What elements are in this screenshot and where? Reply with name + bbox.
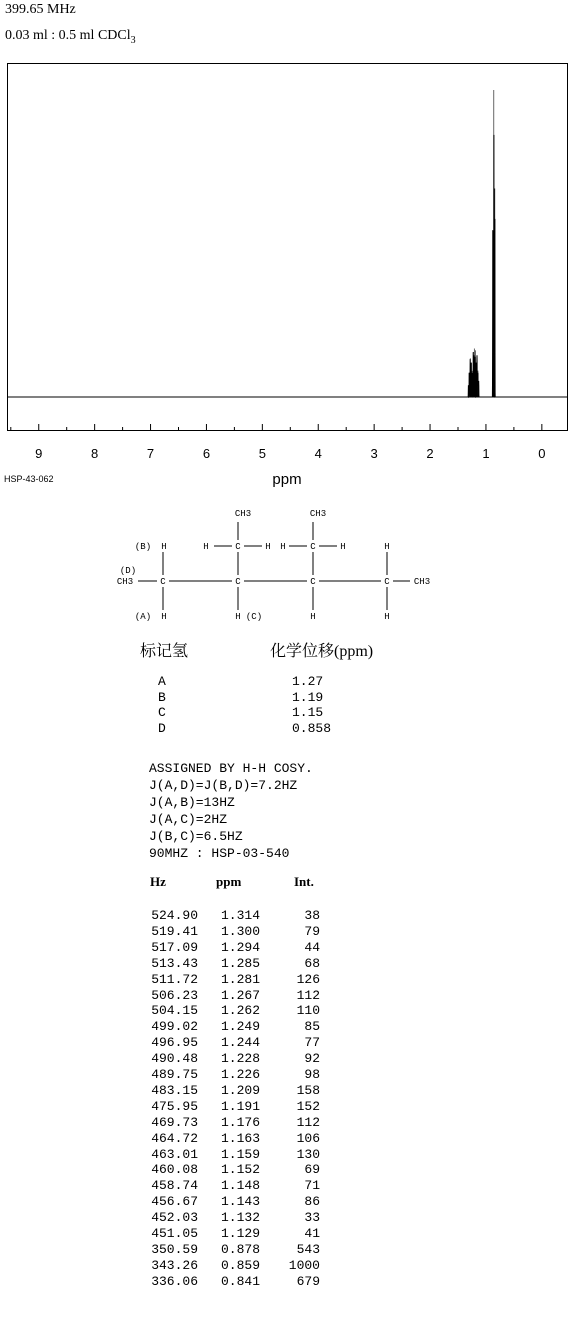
peak-ppm: 1.152	[220, 1162, 260, 1178]
peak-col-hz: Hz	[150, 874, 166, 889]
structure-atom-label: H	[280, 542, 286, 552]
coupling-note: J(A,B)=13HZ	[149, 795, 235, 810]
peak-row	[136, 956, 320, 971]
peak-row	[136, 1178, 320, 1193]
peak-hz: 343.26	[151, 1257, 198, 1273]
peak-ppm: 1.228	[220, 1051, 260, 1067]
assignment-shift: 0.858	[292, 720, 332, 736]
peak-ppm: 1.159	[220, 1146, 260, 1162]
peak-ppm: 1.191	[220, 1098, 260, 1114]
peak-hz: 483.15	[151, 1082, 198, 1098]
peak-ppm: 0.878	[220, 1241, 260, 1257]
peak-row	[136, 1051, 320, 1066]
peak-row	[136, 1194, 320, 1209]
peak-row	[136, 908, 320, 923]
peak-hz: 504.15	[151, 1003, 198, 1019]
peak-row	[136, 1210, 320, 1225]
structure-atom-label: CH3	[234, 509, 252, 519]
structure-atom-label: CH3	[413, 577, 431, 587]
peak-ppm: 1.176	[220, 1114, 260, 1130]
peak-int: 68	[304, 955, 320, 971]
peak-int: 92	[304, 1051, 320, 1067]
sample-subscript: 3	[130, 34, 136, 46]
peak-hz: 463.01	[151, 1146, 198, 1162]
peak-int: 152	[296, 1098, 320, 1114]
peak-ppm: 1.244	[220, 1035, 260, 1051]
structure-atom-label: H	[340, 542, 346, 552]
peak-row	[136, 988, 320, 1003]
structure-atom-label: CH3	[116, 577, 134, 587]
peak-hz: 490.48	[151, 1051, 198, 1067]
structure-atom-label: H	[203, 542, 209, 552]
peak-row	[136, 1226, 320, 1241]
peak-ppm: 1.267	[220, 987, 260, 1003]
peak-ppm: 1.148	[220, 1178, 260, 1194]
structure-atom-label: C	[235, 542, 241, 552]
structure-atom-label: C	[384, 577, 390, 587]
peak-int: 38	[304, 908, 320, 923]
peak-int: 41	[304, 1226, 320, 1241]
x-tick-label: 3	[370, 446, 378, 461]
peak-ppm: 1.143	[220, 1194, 260, 1210]
structure-atom-label: C	[310, 542, 316, 552]
structure-atom-label: (B)	[134, 542, 152, 552]
structure-atom-label: H	[161, 542, 167, 552]
peak-row	[136, 1115, 320, 1130]
sample-text: 0.03 ml : 0.5 ml CDCl	[5, 28, 131, 43]
x-tick-label: 6	[202, 446, 211, 461]
coupling-note: ASSIGNED BY H-H COSY.	[149, 761, 313, 776]
spectrum-code: HSP-43-062	[4, 474, 54, 484]
peak-row	[136, 1147, 320, 1162]
assignment-label: A	[158, 674, 166, 689]
x-tick-label: 2	[426, 446, 434, 461]
assignment-col-shift: 化学位移(ppm)	[270, 643, 374, 660]
peak-hz: 469.73	[151, 1114, 198, 1130]
coupling-note: J(A,C)=2HZ	[149, 812, 228, 827]
peak-int: 79	[304, 923, 320, 939]
peak-int: 158	[296, 1082, 320, 1098]
peak-hz: 464.72	[151, 1130, 198, 1146]
peak-row	[136, 1083, 320, 1098]
assignment-label: D	[158, 720, 166, 736]
structure-atom-label: H	[384, 612, 390, 622]
peak-row	[136, 972, 320, 987]
assignment-shift: 1.19	[292, 689, 324, 705]
peak-int: 112	[296, 987, 320, 1003]
peak-row	[136, 1274, 320, 1289]
peak-ppm: 0.859	[220, 1257, 260, 1273]
peak-ppm: 1.281	[220, 971, 260, 987]
peak-row	[136, 1131, 320, 1146]
structure-atom-label: H	[310, 612, 316, 622]
assignment-shift: 1.15	[292, 705, 324, 720]
structure-atom-label: H	[161, 612, 167, 622]
x-axis-label: ppm	[272, 471, 302, 488]
peak-hz: 524.90	[151, 908, 198, 923]
peak-hz: 489.75	[151, 1067, 198, 1082]
peak-hz: 350.59	[151, 1241, 198, 1257]
structure-atom-label: H	[235, 612, 241, 622]
spectrum-trace	[8, 135, 567, 397]
x-tick-label: 1	[482, 446, 490, 461]
peak-int: 33	[304, 1210, 320, 1226]
structure-atom-label: H	[265, 542, 271, 552]
peak-row	[136, 1242, 320, 1257]
peak-int: 69	[304, 1162, 320, 1178]
peak-ppm: 1.163	[220, 1130, 260, 1146]
structure-atom-label: C	[310, 577, 316, 587]
peak-hz: 511.72	[151, 971, 198, 987]
plot-frame	[8, 64, 568, 431]
peak-row	[136, 940, 320, 955]
coupling-note: J(A,D)=J(B,D)=7.2HZ	[149, 778, 298, 793]
peak-int: 126	[296, 971, 320, 987]
assignment-shift: 1.27	[292, 674, 324, 689]
peak-hz: 460.08	[151, 1162, 198, 1178]
structure-atom-label: (C)	[245, 612, 263, 622]
peak-int: 543	[296, 1241, 320, 1257]
assignment-col-hydrogen: 标记氢	[140, 643, 189, 660]
peak-col-ppm: ppm	[216, 874, 242, 889]
peak-int: 86	[304, 1194, 320, 1210]
peak-row	[136, 1003, 320, 1018]
peak-hz: 517.09	[151, 939, 198, 955]
peak-ppm: 1.132	[220, 1210, 260, 1226]
peak-row	[136, 1035, 320, 1050]
peak-ppm: 1.285	[220, 955, 260, 971]
peak-hz: 475.95	[151, 1098, 198, 1114]
peak-col-int: Int.	[294, 874, 314, 889]
x-tick-label: 9	[35, 446, 43, 461]
structure-atom-label: CH3	[309, 509, 327, 519]
structure-atom-label: C	[235, 577, 241, 587]
peak-int: 98	[304, 1067, 320, 1082]
peak-int: 44	[304, 939, 320, 955]
peak-hz: 458.74	[151, 1178, 198, 1194]
peak-ppm: 1.129	[220, 1226, 260, 1241]
peak-ppm: 1.314	[220, 908, 260, 923]
peak-row	[136, 1099, 320, 1114]
peak-hz: 451.05	[151, 1226, 198, 1241]
peak-hz: 499.02	[151, 1019, 198, 1035]
peak-int: 85	[304, 1019, 320, 1035]
peak-hz: 336.06	[151, 1273, 198, 1289]
peak-hz: 456.67	[151, 1194, 198, 1210]
peak-ppm: 0.841	[220, 1273, 260, 1289]
assignment-label: C	[158, 705, 166, 720]
coupling-note: 90MHZ : HSP-03-540	[149, 846, 290, 861]
peak-int: 679	[296, 1273, 320, 1289]
x-tick-label: 0	[538, 446, 546, 461]
peak-int: 110	[296, 1003, 320, 1019]
peak-int: 77	[304, 1035, 320, 1051]
peak-row	[136, 1019, 320, 1034]
peak-int: 1000	[288, 1257, 320, 1273]
peak-int: 130	[296, 1146, 320, 1162]
peak-hz: 519.41	[151, 923, 198, 939]
peak-hz: 506.23	[151, 987, 198, 1003]
peak-row	[136, 1067, 320, 1082]
peak-int: 71	[304, 1178, 320, 1194]
structure-atom-label: H	[384, 542, 390, 552]
x-tick-label: 5	[258, 446, 266, 461]
peak-hz: 452.03	[151, 1210, 198, 1226]
spectrometer-frequency: 399.65 MHz	[5, 2, 76, 17]
structure-atom-label: (A)	[134, 612, 152, 622]
peak-row	[136, 1162, 320, 1177]
x-tick-label: 7	[146, 446, 155, 461]
peak-int: 112	[296, 1114, 320, 1130]
peak-int: 106	[296, 1130, 320, 1146]
peak-ppm: 1.209	[220, 1082, 260, 1098]
assignment-label: B	[158, 689, 166, 705]
peak-ppm: 1.294	[220, 939, 260, 955]
structure-atom-label: (D)	[119, 566, 137, 576]
structure-atom-label: C	[160, 577, 166, 587]
peak-ppm: 1.226	[220, 1067, 260, 1082]
nmr-spectrum-chart	[0, 0, 570, 500]
peak-hz: 513.43	[151, 955, 198, 971]
peak-row	[136, 1258, 320, 1273]
peak-ppm: 1.300	[220, 923, 260, 939]
coupling-note: J(B,C)=6.5HZ	[149, 829, 243, 844]
x-tick-label: 8	[91, 446, 99, 461]
peak-ppm: 1.262	[220, 1003, 260, 1019]
peak-hz: 496.95	[151, 1035, 198, 1051]
peak-row	[136, 924, 320, 939]
x-tick-label: 4	[314, 446, 322, 461]
peak-ppm: 1.249	[220, 1019, 260, 1035]
